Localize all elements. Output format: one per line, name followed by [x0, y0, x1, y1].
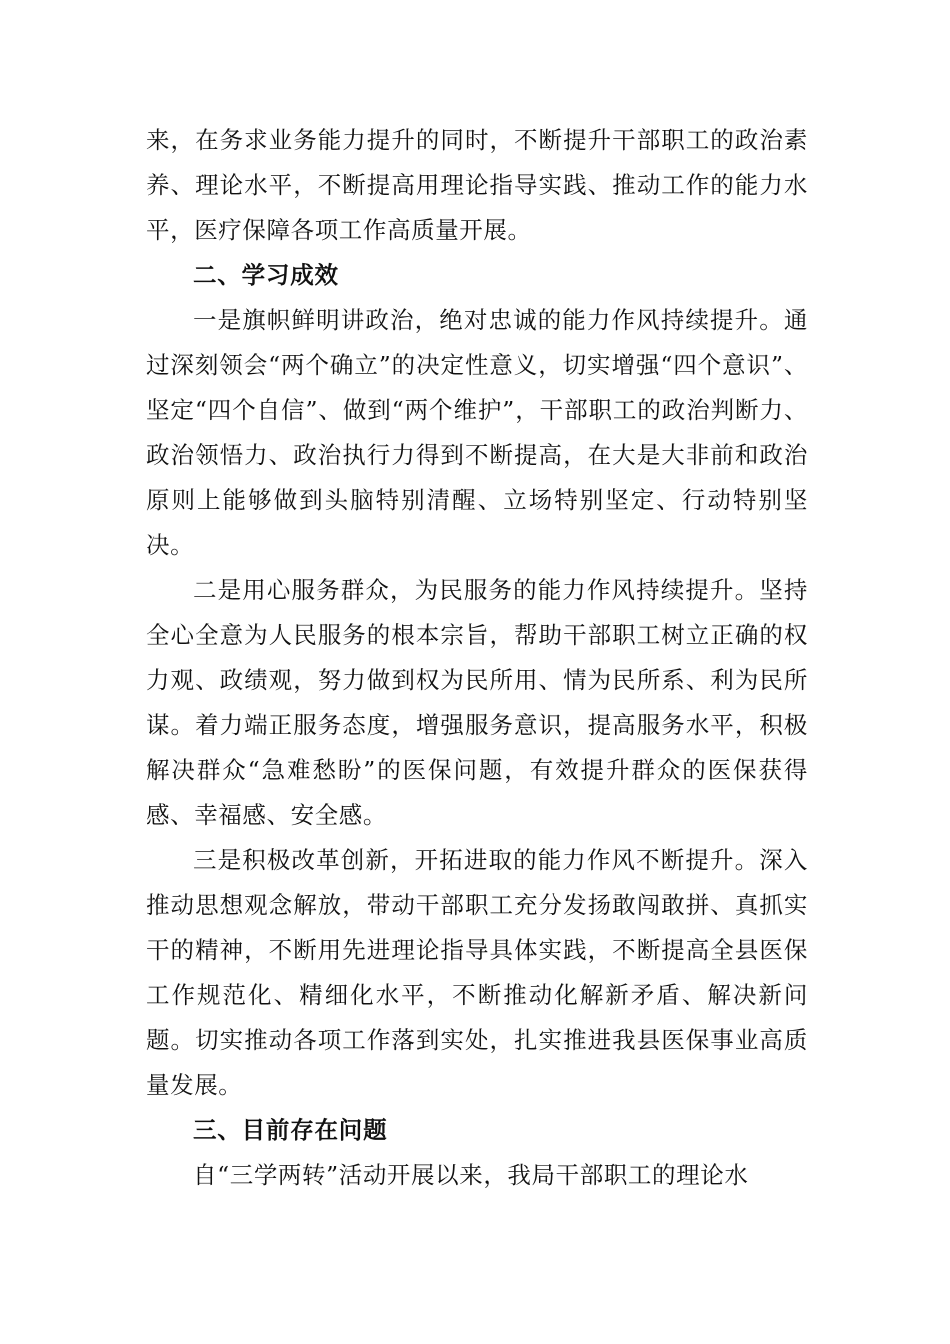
- paragraph-continuation: 来，在务求业务能力提升的同时，不断提升干部职工的政治素养、理论水平，不断提高用理论指导实践、推动工作的能力水平，医疗保障各项工作高质量开展。: [146, 126, 808, 244]
- section-heading-current-problems: 三、目前存在问题: [193, 1116, 388, 1144]
- paragraph-political-loyalty: 一是旗帜鲜明讲政治，绝对忠诚的能力作风持续提升。通过深刻领会“两个确立”的决定性意义，切实增强“四个意识”、坚定“四个自信”、做到“两个维护”，干部职工的政治判断力、政治领悟力、政治执行力得到不断提高，在大是大非前和政治原则上能够做到头脑特别清醒、立场特别坚定、行动特别坚决。: [146, 306, 808, 559]
- paragraph-reform-innovation: 三是积极改革创新，开拓进取的能力作风不断提升。深入推动思想观念解放，带动干部职工充分发扬敢闯敢拼、真抓实干的精神，不断用先进理论指导具体实践，不断提高全县医保工作规范化、精细化水平，不断推动化解新矛盾、解决新问题。切实推动各项工作落到实处，扎实推进我县医保事业高质量发展。: [146, 846, 808, 1099]
- paragraph-serving-the-people: 二是用心服务群众，为民服务的能力作风持续提升。坚持全心全意为人民服务的根本宗旨，帮助干部职工树立正确的权力观、政绩观，努力做到权为民所用、情为民所系、利为民所谋。着力端正服务态度，增强服务意识，提高服务水平，积极解决群众“急难愁盼”的医保问题，有效提升群众的医保获得感、幸福感、安全感。: [146, 576, 808, 829]
- section-heading-learning-results: 二、学习成效: [193, 261, 339, 289]
- document-page: [146, 118, 808, 1198]
- paragraph-problems-intro: 自“三学两转”活动开展以来，我局干部职工的理论水: [193, 1161, 749, 1189]
